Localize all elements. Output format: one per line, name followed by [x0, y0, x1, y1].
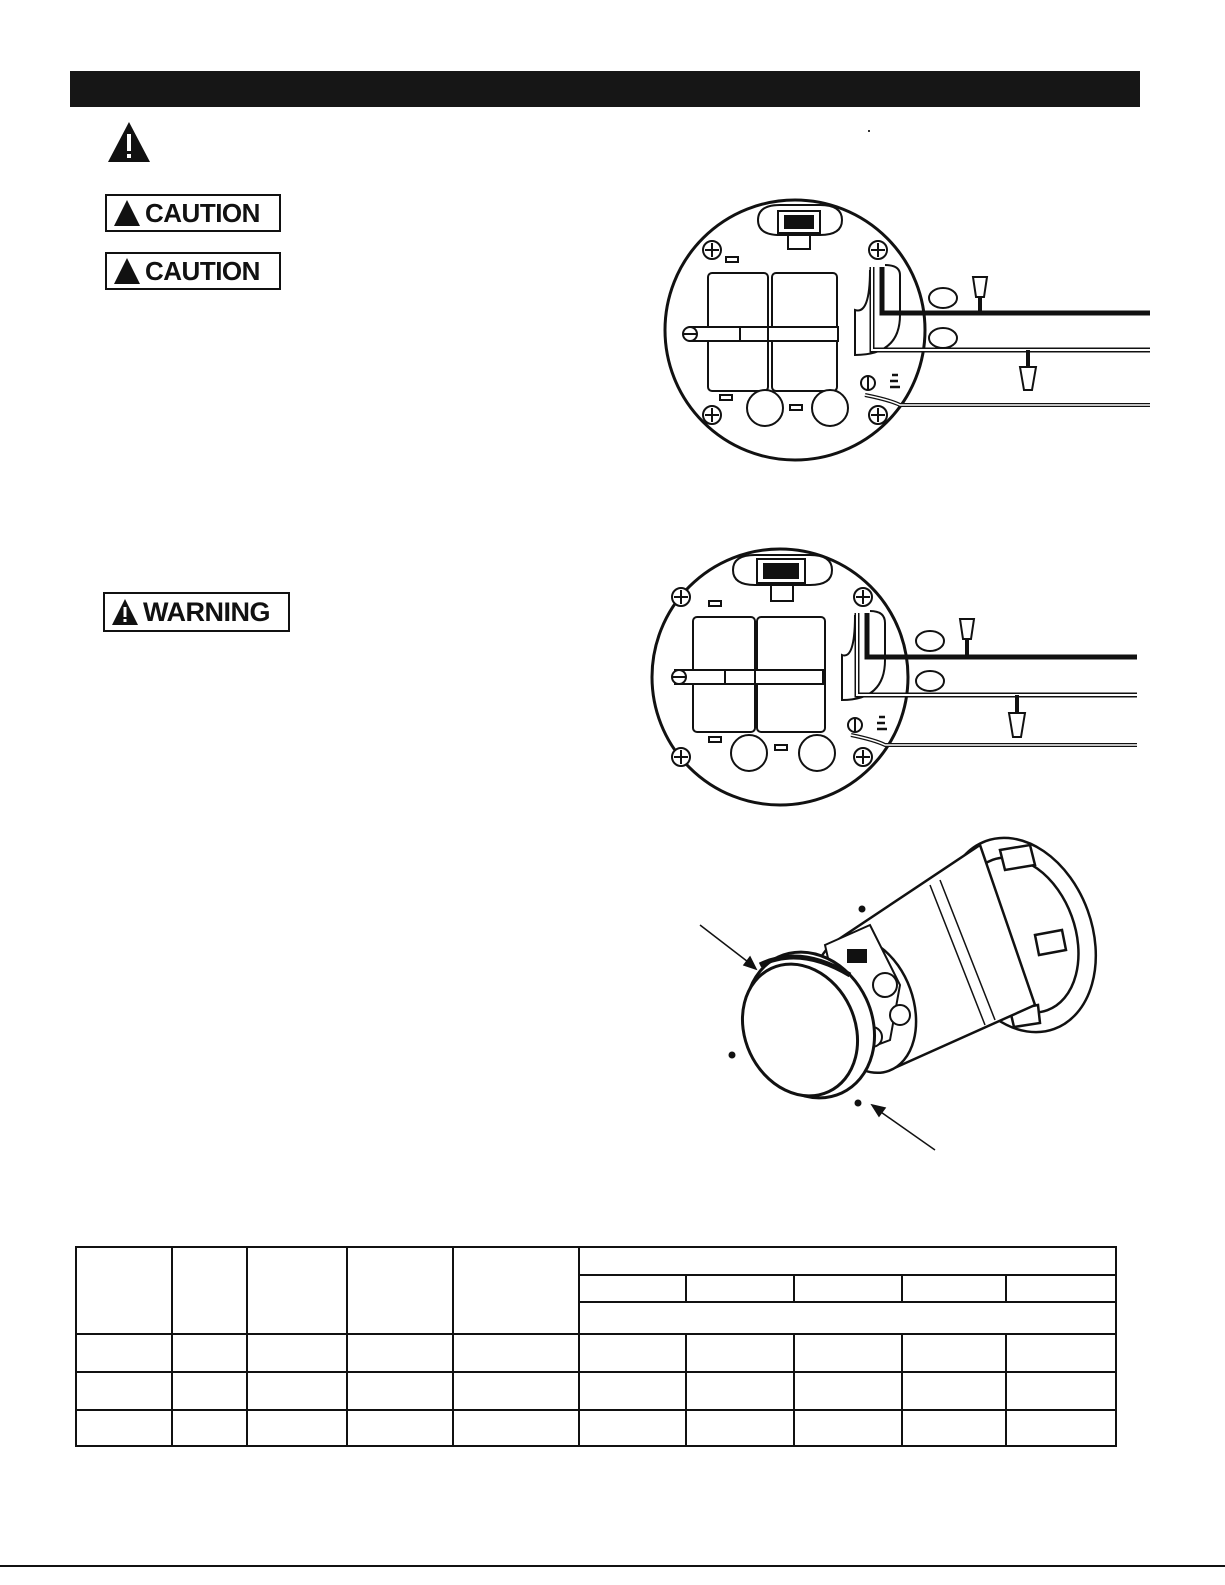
table-cell [902, 1334, 1006, 1372]
table-cell [686, 1372, 794, 1410]
table-header-cell [247, 1247, 347, 1334]
caution-word: CAUTION [145, 198, 260, 228]
table-cell [579, 1372, 686, 1410]
table-cell [579, 1334, 686, 1372]
table-cell [347, 1334, 453, 1372]
table-cell [453, 1372, 579, 1410]
stray-dot [868, 130, 870, 132]
table-cell [76, 1334, 172, 1372]
capacitor-blocks [690, 273, 838, 391]
table-cell [794, 1372, 902, 1410]
table-row [76, 1334, 1116, 1372]
section-header-bar [70, 71, 1140, 107]
table-cell [172, 1372, 247, 1410]
table-cell [247, 1372, 347, 1410]
warning-label [103, 592, 290, 632]
table-header-row [76, 1247, 1116, 1275]
table-cell [76, 1410, 172, 1446]
table-header-cell [579, 1275, 686, 1302]
table-cell [247, 1334, 347, 1372]
caution-label [105, 252, 281, 290]
table-group-header-cell [579, 1247, 1116, 1275]
wire-nut-icon [973, 277, 1036, 390]
knockout-hole [747, 390, 783, 426]
table-cell [453, 1410, 579, 1446]
caution-word: CAUTION [145, 256, 260, 286]
warning-triangle-icon [111, 598, 139, 626]
motor-illustration [690, 825, 1130, 1155]
screw-icon [683, 327, 697, 341]
table-header-cell [794, 1275, 902, 1302]
table-cell [579, 1410, 686, 1446]
wiring-diagram-middle [645, 545, 1150, 815]
knockout-hole [799, 735, 835, 771]
knockout-hole [812, 390, 848, 426]
wiring-diagram-top [660, 195, 1160, 475]
table-row [76, 1372, 1116, 1410]
table-cell [686, 1410, 794, 1446]
table-cell [686, 1334, 794, 1372]
table-header-cell [1006, 1275, 1116, 1302]
table-cell [1006, 1334, 1116, 1372]
table-row [76, 1410, 1116, 1446]
table-header-cell [579, 1302, 1116, 1334]
table-header-cell [902, 1275, 1006, 1302]
table-cell [902, 1372, 1006, 1410]
table-cell [794, 1410, 902, 1446]
table-cell [347, 1410, 453, 1446]
table-header-cell [76, 1247, 172, 1334]
caution-label [105, 194, 281, 232]
table-cell [1006, 1372, 1116, 1410]
wire-nut-icon [960, 619, 1025, 737]
exclamation-triangle-icon [106, 120, 152, 164]
table-cell [347, 1372, 453, 1410]
spec-table [75, 1246, 1117, 1447]
caution-triangle-icon [113, 199, 141, 227]
table-cell [247, 1410, 347, 1446]
table-cell [172, 1410, 247, 1446]
table-cell [453, 1334, 579, 1372]
table-cell [902, 1410, 1006, 1446]
warning-word: WARNING [143, 596, 270, 627]
table-cell [76, 1372, 172, 1410]
capacitor-blocks [675, 617, 825, 732]
knockout-hole [731, 735, 767, 771]
table-header-cell [347, 1247, 453, 1334]
table-header-cell [453, 1247, 579, 1334]
caution-triangle-icon [113, 257, 141, 285]
footer-rule [0, 1565, 1225, 1567]
table-cell [794, 1334, 902, 1372]
screw-icon [672, 670, 686, 684]
table-header-cell [686, 1275, 794, 1302]
table-header-cell [172, 1247, 247, 1334]
table-cell [172, 1334, 247, 1372]
table-cell [1006, 1410, 1116, 1446]
